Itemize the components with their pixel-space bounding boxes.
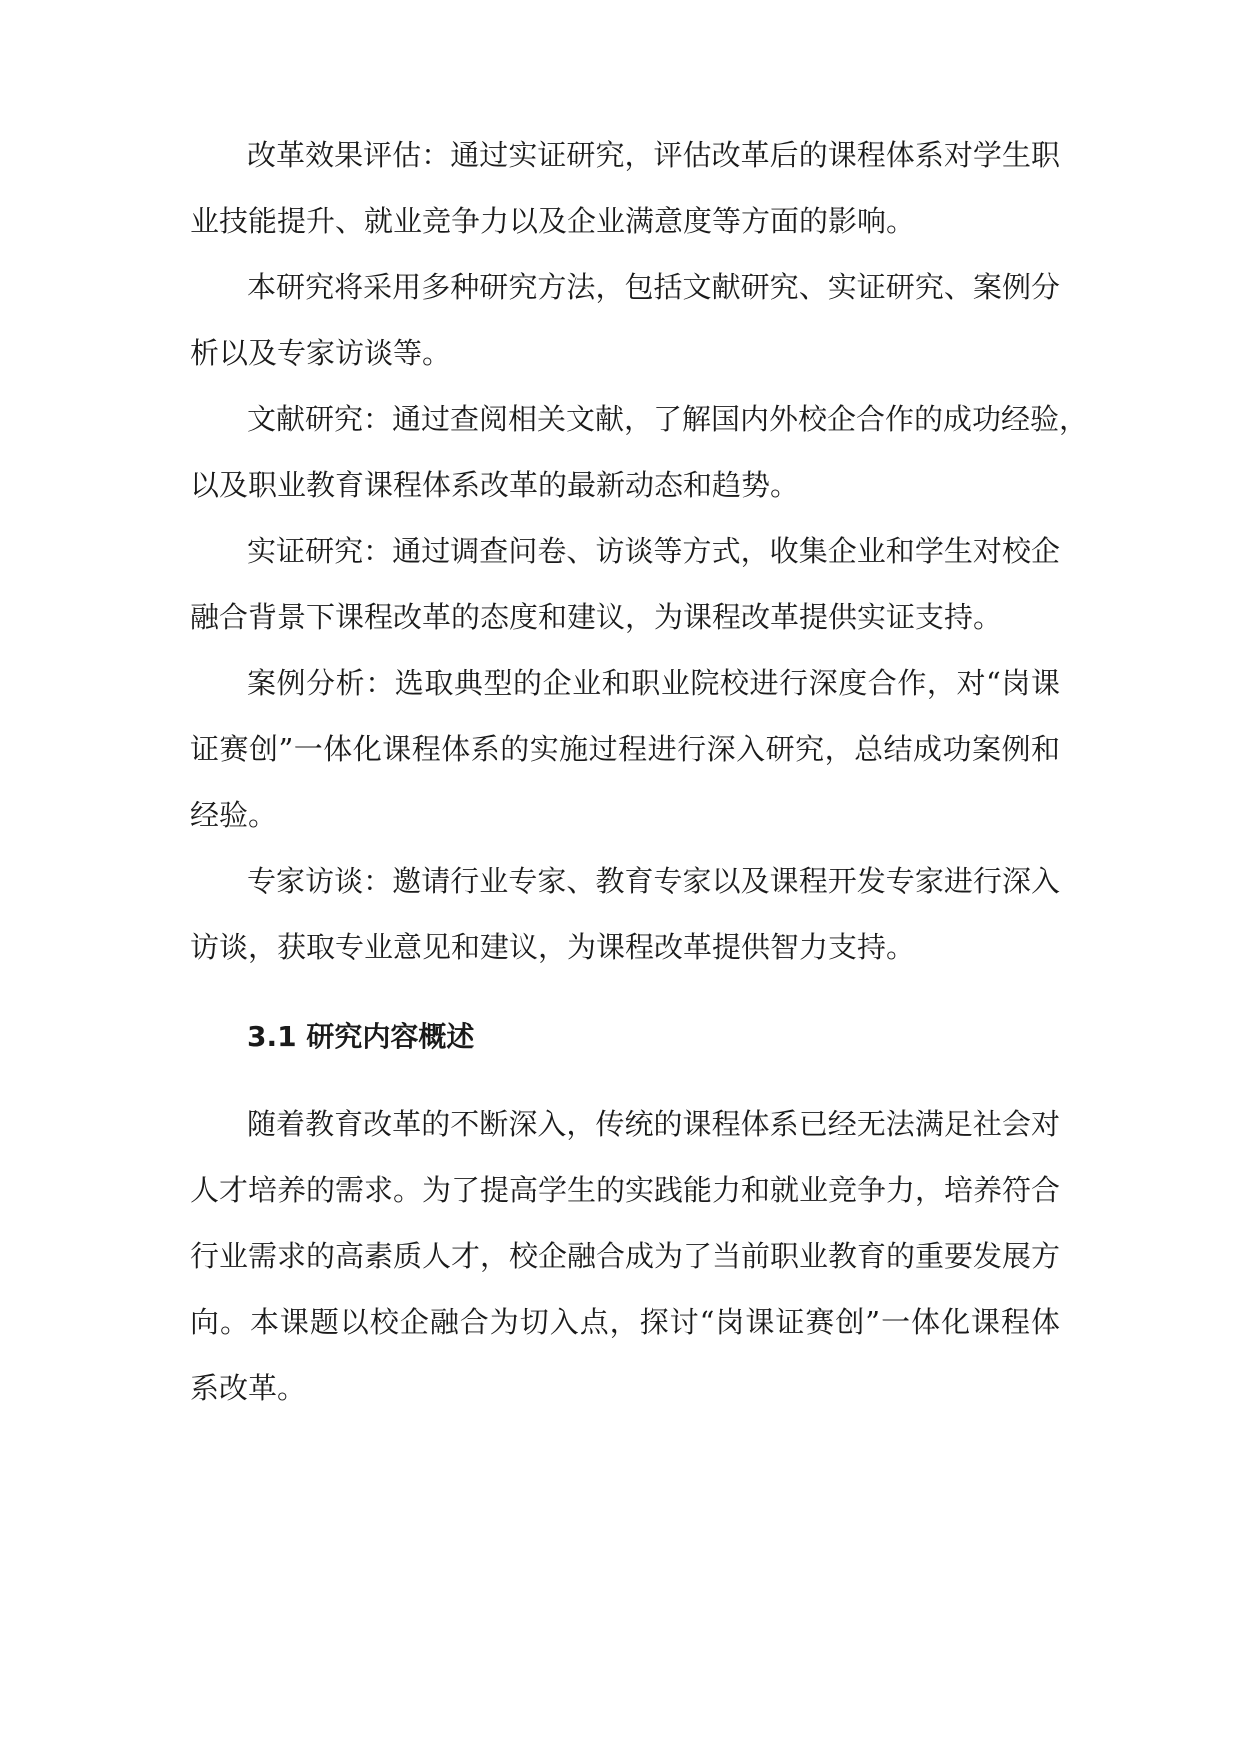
- text-line: 业技能提升、就业竞争力以及企业满意度等方面的影响。: [190, 204, 916, 238]
- text-line: 本研究将采用多种研究方法，包括文献研究、实证研究、案例分: [247, 270, 1060, 304]
- text-line: 文献研究：通过查阅相关文献，了解国内外校企合作的成功经验，: [247, 402, 1089, 436]
- text-line: 析以及专家访谈等。: [190, 336, 452, 370]
- text-line: 系改革。: [190, 1371, 307, 1405]
- text-line: 案例分析：选取典型的企业和职业院校进行深度合作，对“岗课: [247, 666, 1060, 700]
- text-line: 证赛创”一体化课程体系的实施过程进行深入研究，总结成功案例和: [190, 732, 1060, 766]
- section-title: 研究内容概述: [306, 1020, 475, 1053]
- text-line: 行业需求的高素质人才，校企融合成为了当前职业教育的重要发展方: [190, 1239, 1061, 1273]
- text-line: 经验。: [190, 798, 278, 832]
- text-line: 改革效果评估：通过实证研究，评估改革后的课程体系对学生职: [247, 138, 1060, 172]
- text-line: 实证研究：通过调查问卷、访谈等方式，收集企业和学生对校企: [247, 534, 1060, 568]
- text-line: 人才培养的需求。为了提高学生的实践能力和就业竞争力，培养符合: [190, 1173, 1061, 1207]
- text-line: 融合背景下课程改革的态度和建议，为课程改革提供实证支持。: [190, 600, 1003, 634]
- text-line: 访谈，获取专业意见和建议，为课程改革提供智力支持。: [190, 930, 916, 964]
- text-line: 以及职业教育课程体系改革的最新动态和趋势。: [190, 468, 800, 502]
- text-line: 专家访谈：邀请行业专家、教育专家以及课程开发专家进行深入: [247, 864, 1060, 898]
- section-number: 3.1: [247, 1020, 297, 1053]
- text-line: 向。本课题以校企融合为切入点，探讨“岗课证赛创”一体化课程体: [190, 1305, 1060, 1339]
- text-line: 随着教育改革的不断深入，传统的课程体系已经无法满足社会对: [247, 1107, 1060, 1141]
- section-heading: [247, 1017, 474, 1057]
